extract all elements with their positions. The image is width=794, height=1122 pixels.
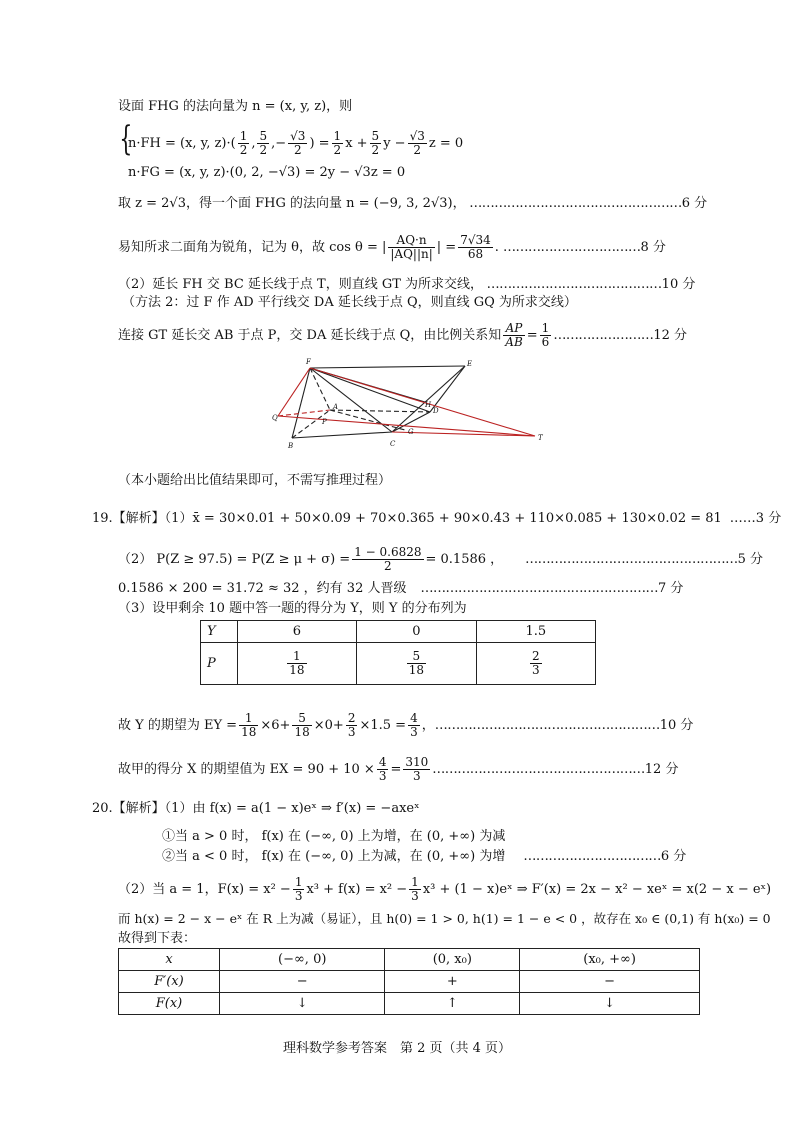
edge-DE <box>430 366 465 412</box>
table-cell: ↓ <box>520 993 700 1015</box>
q19-ex: 故甲的得分 X 的期望值为 EX = 90 + 10 × $\frac{4}{3}$ = $\frac{310}{3}$ ……………………………………………12 分 <box>118 755 679 783</box>
eq1-part-c: x + <box>345 136 368 151</box>
distribution-table <box>200 620 596 685</box>
q19-p2-frac: $\frac{1 - 0.6828}{2}$ <box>354 545 422 573</box>
equation-brace: { <box>119 119 133 159</box>
cos-text: 易知所求二面角为锐角，记为 θ，故 cos θ = | <box>118 240 387 255</box>
label-H: H <box>425 401 432 409</box>
label-P: P <box>322 418 327 426</box>
table-row-label: F′(x) <box>119 971 220 993</box>
red-line-FT <box>310 368 535 436</box>
label-Q: Q <box>272 414 278 422</box>
score-10b: 10 分 <box>659 718 694 733</box>
table-row-label: F(x) <box>119 993 220 1015</box>
score-3: ……3 分 <box>729 511 782 526</box>
q19-p2: （2） P(Z ≥ 97.5) = P(Z ≥ μ + σ) = <box>118 552 351 567</box>
q19-head: 19.【解析】（1） <box>92 511 193 526</box>
score-10: 10 分 <box>661 277 696 292</box>
table-head: (0, x₀) <box>385 949 520 971</box>
label-F: F <box>306 358 311 366</box>
table-cell: 6 <box>237 621 356 643</box>
q20-part2: （2）当 a = 1，F(x) = x² − $\frac{1}{3}$ x³ + f(x) = x² − $\frac{1}{3}$ x³ + (1 − x)eˣ ⇒ F′(x) = 2x − x² − xeˣ = x(2 − x − eˣ) <box>118 875 772 903</box>
label-C: C <box>390 440 396 448</box>
p2b: x³ + f(x) = x² − <box>306 882 408 897</box>
label-G: G <box>408 428 414 436</box>
normal-vector-intro: 设面 FHG 的法向量为 n = (x, y, z)，则 <box>118 99 353 114</box>
table-cell: $\frac{1}{18}$ <box>237 643 356 685</box>
label-A: A <box>333 403 339 411</box>
q19-part2: （2） P(Z ≥ 97.5) = P(Z ≥ μ + σ) = $\frac{1 - 0.6828}{2}$ = 0.1586 ， ……………………………………………5 分 <box>118 545 764 573</box>
q20-case2-text: ②当 a < 0 时， f(x) 在 (−∞, 0) 上为减，在 (0, +∞) 为增 <box>162 849 506 864</box>
edge-BC <box>292 432 392 438</box>
q19-ey: 故 Y 的期望为 EY = $\frac{1}{18}$ ×6+ $\frac{5}{18}$ ×0+ $\frac{2}{3}$ ×1.5 = $\frac{4}{3}$ ，………………………………………………10 分 <box>118 711 694 739</box>
score-5: 5 分 <box>737 552 764 567</box>
method2-line: （方法 2：过 F 作 AD 平行线交 DA 延长线于点 Q，则直线 GQ 为所求交线） <box>122 295 577 310</box>
connect-text: 连接 GT 延长交 AB 于点 P，交 DA 延长线于点 Q，由比例关系知 <box>118 328 502 343</box>
score-7: 7 分 <box>657 581 684 596</box>
score-6b: 6 分 <box>660 849 687 864</box>
table-cell: ↑ <box>385 993 520 1015</box>
part2-text: （2）延长 FH 交 BC 延长线于点 T，则直线 GT 为所求交线， <box>118 277 484 292</box>
take-z-line: 取 z = 2√3，得一个面 FHG 的法向量 n = (−9, 3, 2√3)， ……………………………………………6 分 <box>118 196 708 211</box>
table-head: (−∞, 0) <box>220 949 385 971</box>
cos-frac: $\frac{AQ\cdot n}{|AQ||n|}$ <box>390 233 433 261</box>
geometry-figure <box>270 354 550 454</box>
label-E: E <box>467 360 473 368</box>
q19-p2-val: = 0.1586 ， <box>425 552 504 567</box>
ey-text: 故 Y 的期望为 EY = <box>118 718 238 733</box>
label-T: T <box>538 434 543 442</box>
q19-part3: （3）设甲剩余 10 题中答一题的得分为 Y，则 Y 的分布列为 <box>118 601 467 616</box>
q20-h-line: 而 h(x) = 2 − x − eˣ 在 R 上为减（易证），且 h(0) = 1 > 0, h(1) = 1 − e < 0 ，故存在 x₀ ∈ (0,1) 有 h(x₀) = 0 <box>118 911 771 926</box>
label-B: B <box>288 442 294 450</box>
q20-table-intro: 故得到下表： <box>118 931 197 946</box>
edge-FE <box>310 366 465 368</box>
eq1-part-b: ) = <box>309 136 330 151</box>
table-cell: − <box>520 971 700 993</box>
ey-value: $\frac{4}{3}$ <box>410 711 418 739</box>
score-6: 6 分 <box>681 196 708 211</box>
label-D: D <box>433 407 439 415</box>
q20-head: 20.【解析】（1）由 f(x) = a(1 − x)eˣ ⇒ f′(x) = −axeˣ <box>92 801 420 816</box>
eq1-part-a: n·FH = (x, y, z)·( <box>128 136 236 151</box>
take-z-text: 取 z = 2√3，得一个面 FHG 的法向量 n = (−9, 3, 2√3)， <box>118 196 466 211</box>
cos-line: 易知所求二面角为锐角，记为 θ，故 cos θ = | $\frac{AQ\cdot n}{|AQ||n|}$ | = $\frac{7√34}{68}$ . ……………………………8 分 <box>118 233 666 261</box>
ratio-value: $\frac{1}{6}$ <box>541 321 550 349</box>
part2-line: （2）延长 FH 交 BC 延长线于点 T，则直线 GT 为所求交线， ……………………………………10 分 <box>118 277 696 292</box>
ex-eq: = <box>390 762 402 777</box>
eq1-part-e: z = 0 <box>428 136 464 151</box>
red-line-QA-hidden <box>278 410 330 416</box>
equation-line-1: n·FH = (x, y, z)·( $\frac{1}{2}$ , $\frac{5}{2}$ ,− $\frac{√3}{2}$ ) = $\frac{1}{2}$ x + $\frac{5}{2}$ y − $\frac{√3}{2}$ z = 0 <box>128 129 464 157</box>
table-head: x <box>119 949 220 971</box>
connect-line: 连接 GT 延长交 AB 于点 P，交 DA 延长线于点 Q，由比例关系知 $\frac{AP}{AB}$ = $\frac{1}{6}$ ……………………12 分 <box>118 321 687 349</box>
note-line: （本小题给出比值结果即可，不需写推理过程） <box>118 473 392 488</box>
edge-FB <box>292 368 310 438</box>
score-12: 12 分 <box>653 328 687 343</box>
q19-mean: x̄ = 30×0.01 + 50×0.09 + 70×0.365 + 90×0.43 + 110×0.085 + 130×0.02 = 81 <box>192 511 722 526</box>
table-cell: − <box>220 971 385 993</box>
q20-case2: ②当 a < 0 时， f(x) 在 (−∞, 0) 上为减，在 (0, +∞) 为增 ……………………………6 分 <box>162 849 687 864</box>
edge-CE <box>392 366 465 432</box>
q19-count-text: 0.1586 × 200 = 31.72 ≈ 32 ，约有 32 人晋级 <box>118 581 407 596</box>
ratio-frac: $\frac{AP}{AB}$ <box>505 321 523 349</box>
table-cell: $\frac{5}{18}$ <box>357 643 476 685</box>
monotonicity-table <box>118 948 700 1015</box>
table-cell: + <box>385 971 520 993</box>
ex-text: 故甲的得分 X 的期望值为 EX = 90 + 10 × <box>118 762 375 777</box>
ey-tail: ×1.5 = <box>359 718 407 733</box>
table-head-p: P <box>201 643 238 685</box>
table-cell: 0 <box>357 621 476 643</box>
cos-value: $\frac{7√34}{68}$ <box>460 233 491 261</box>
score-12b: 12 分 <box>644 762 679 777</box>
eq1-frac-2: $\frac{5}{2}$ <box>259 129 268 157</box>
ex-value: $\frac{310}{3}$ <box>405 755 429 783</box>
table-cell: 1.5 <box>476 621 595 643</box>
table-head: (x₀, +∞) <box>520 949 700 971</box>
ratio-eq: = <box>526 328 538 343</box>
q20-case1: ①当 a > 0 时， f(x) 在 (−∞, 0) 上为增，在 (0, +∞) 为减 <box>162 829 506 844</box>
q19-count: 0.1586 × 200 = 31.72 ≈ 32 ，约有 32 人晋级 …………………………………………………7 分 <box>118 581 684 596</box>
eq1-frac-3: $\frac{√3}{2}$ <box>290 129 306 157</box>
eq1-frac-1: $\frac{1}{2}$ <box>239 129 248 157</box>
table-cell: $\frac{2}{3}$ <box>476 643 595 685</box>
cos-eq: | = <box>436 240 457 255</box>
equation-line-2: n·FG = (x, y, z)·(0, 2, −√3) = 2y − √3z = 0 <box>128 165 406 180</box>
page-footer: 理科数学参考答案 第 2 页（共 4 页） <box>282 1041 512 1056</box>
score-8: 8 分 <box>640 240 666 255</box>
red-line-QF <box>278 368 310 416</box>
table-head-y: Y <box>201 621 238 643</box>
p2a: （2）当 a = 1，F(x) = x² − <box>118 882 291 897</box>
q19-part1 <box>92 510 781 528</box>
p2c: x³ + (1 − x)eˣ ⇒ F′(x) = 2x − x² − xeˣ = x(2 − x − eˣ) <box>422 882 772 897</box>
eq1-part-d: y − <box>383 136 406 151</box>
table-cell: ↓ <box>220 993 385 1015</box>
